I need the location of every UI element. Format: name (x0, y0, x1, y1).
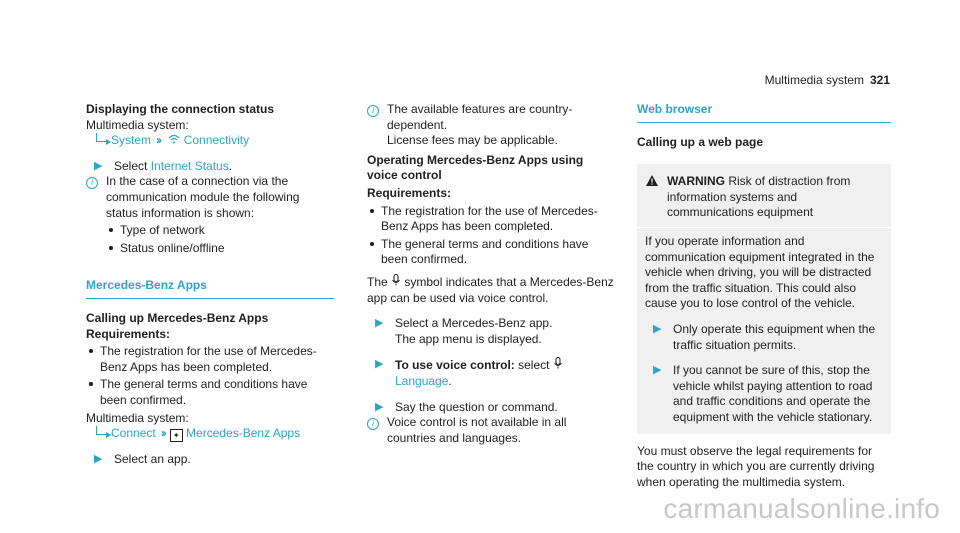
calling-web-page-title: Calling up a web page (637, 134, 764, 149)
symbol-note-prefix: The (367, 274, 392, 289)
step-text: Select an app. (114, 452, 191, 467)
step-result: The app menu is displayed. (395, 331, 542, 346)
connection-status-title: Displaying the connection status (86, 102, 275, 116)
legal-paragraph: You must observe the legal requirements for the country in which you are currently driving when operating the multimedia system. (637, 443, 875, 489)
requirements-label: Requirements: (367, 185, 452, 200)
return-arrow-icon (96, 426, 107, 435)
list-item: Status online/offline (106, 241, 334, 257)
column-3 (637, 102, 891, 490)
warning-triangle-icon (645, 174, 667, 221)
path-connect-link[interactable]: Connect (111, 426, 156, 441)
warning-step (645, 322, 883, 353)
list-item: The registration for the use of Mercedes-Benz Apps has been completed. (86, 344, 334, 375)
microphone-icon (553, 358, 563, 372)
internet-status-link[interactable]: Internet Status (150, 158, 229, 173)
page-number: 321 (869, 73, 890, 87)
voice-control-title: Operating Mercedes-Benz Apps using voice control (367, 152, 584, 183)
microphone-icon (391, 275, 401, 289)
path-label: Multimedia system: (86, 410, 189, 425)
step-arrow-icon: ▶ (94, 159, 103, 172)
step-suffix: . (228, 158, 233, 173)
info-note (367, 102, 615, 149)
step-arrow-icon: ▶ (653, 364, 662, 377)
list-item: The general terms and conditions have been confirmed. (367, 237, 615, 268)
step-arrow-icon: ▶ (94, 453, 103, 466)
step-bold-text: To use voice control: (395, 358, 515, 373)
warning-label: WARNING (667, 174, 725, 189)
requirements-label: Requirements: (86, 326, 171, 341)
language-link[interactable]: Language (395, 373, 449, 388)
menu-path-system (86, 133, 334, 149)
step-use-voice-control (367, 357, 615, 389)
step-text: Say the question or command. (395, 399, 558, 414)
double-chevron-icon: ›› (160, 426, 165, 441)
info-text: Voice control is not available in all countries and languages. (387, 415, 567, 445)
path-connectivity-link[interactable]: Connectivity (183, 133, 250, 148)
menu-path-connect (86, 426, 334, 442)
list-item: Type of network (106, 223, 334, 239)
section-heading-web-browser: Web browser (637, 102, 891, 123)
path-system-link[interactable]: System (111, 133, 152, 148)
info-icon: i (367, 105, 379, 117)
step-text: Select a Mercedes-Benz app. (395, 316, 553, 331)
watermark: carmanualsonline.info (663, 492, 940, 524)
section-heading-apps: Mercedes-Benz Apps (86, 278, 334, 299)
requirements-list (367, 204, 615, 268)
symbol-note-suffix: symbol indicates that a Mercedes-Benz app can be used via voice control. (367, 274, 614, 305)
info-note (367, 415, 615, 446)
path-label: Multimedia system: (86, 117, 189, 132)
step-arrow-icon: ▶ (375, 358, 384, 371)
info-text: In the case of a connection via the communication module the following status information is shown: (106, 174, 300, 220)
step-arrow-icon: ▶ (375, 400, 384, 413)
warning-header (637, 164, 891, 228)
column-2 (367, 102, 615, 446)
info-note (86, 174, 334, 221)
step-select-internet-status (86, 159, 334, 175)
step-text: Select (114, 158, 151, 173)
warning-body (637, 228, 891, 434)
warning-step (645, 363, 883, 425)
step-text: select (514, 358, 553, 373)
step-arrow-icon: ▶ (375, 317, 384, 330)
mercedes-star-icon: ✦ (170, 429, 183, 442)
step-say-command (367, 400, 615, 416)
requirements-list (86, 344, 334, 408)
warning-text: If you operate information and communication equipment integrated in the vehicle when driving, you will be distracted from the traffic situation. This could also cause you to lose control of the vehicle. (645, 233, 875, 311)
symbol-note (367, 274, 615, 306)
step-suffix: . (448, 373, 452, 388)
wifi-icon (165, 133, 184, 147)
return-arrow-icon (96, 133, 107, 142)
column-1 (86, 102, 334, 468)
list-item: The registration for the use of Mercedes-Benz Apps has been completed. (367, 204, 615, 235)
calling-apps-title: Calling up Mercedes-Benz Apps (86, 310, 269, 325)
warning-box (637, 164, 891, 433)
info-icon: i (86, 177, 98, 189)
header-section: Multimedia system (764, 73, 864, 87)
step-select-mb-app (367, 316, 615, 347)
page-header (765, 73, 890, 89)
warning-title: Risk of distraction from information systems and communications equipment (667, 174, 851, 220)
path-mb-apps-link[interactable]: Mercedes-Benz Apps (186, 426, 301, 441)
step-text: Only operate this equipment when the traffic situation permits. (673, 321, 876, 352)
info-text: The available features are country-dependent. License fees may be applicable. (387, 102, 573, 148)
step-arrow-icon: ▶ (653, 322, 662, 335)
step-text: If you cannot be sure of this, stop the vehicle whilst paying attention to road and traffic conditions and operate the equipment with the vehicle stationary. (673, 363, 873, 424)
status-bullets (106, 223, 334, 256)
list-item: The general terms and conditions have been confirmed. (86, 377, 334, 408)
info-icon: i (367, 418, 379, 430)
step-select-app (86, 452, 334, 468)
double-chevron-icon: ›› (156, 133, 161, 148)
